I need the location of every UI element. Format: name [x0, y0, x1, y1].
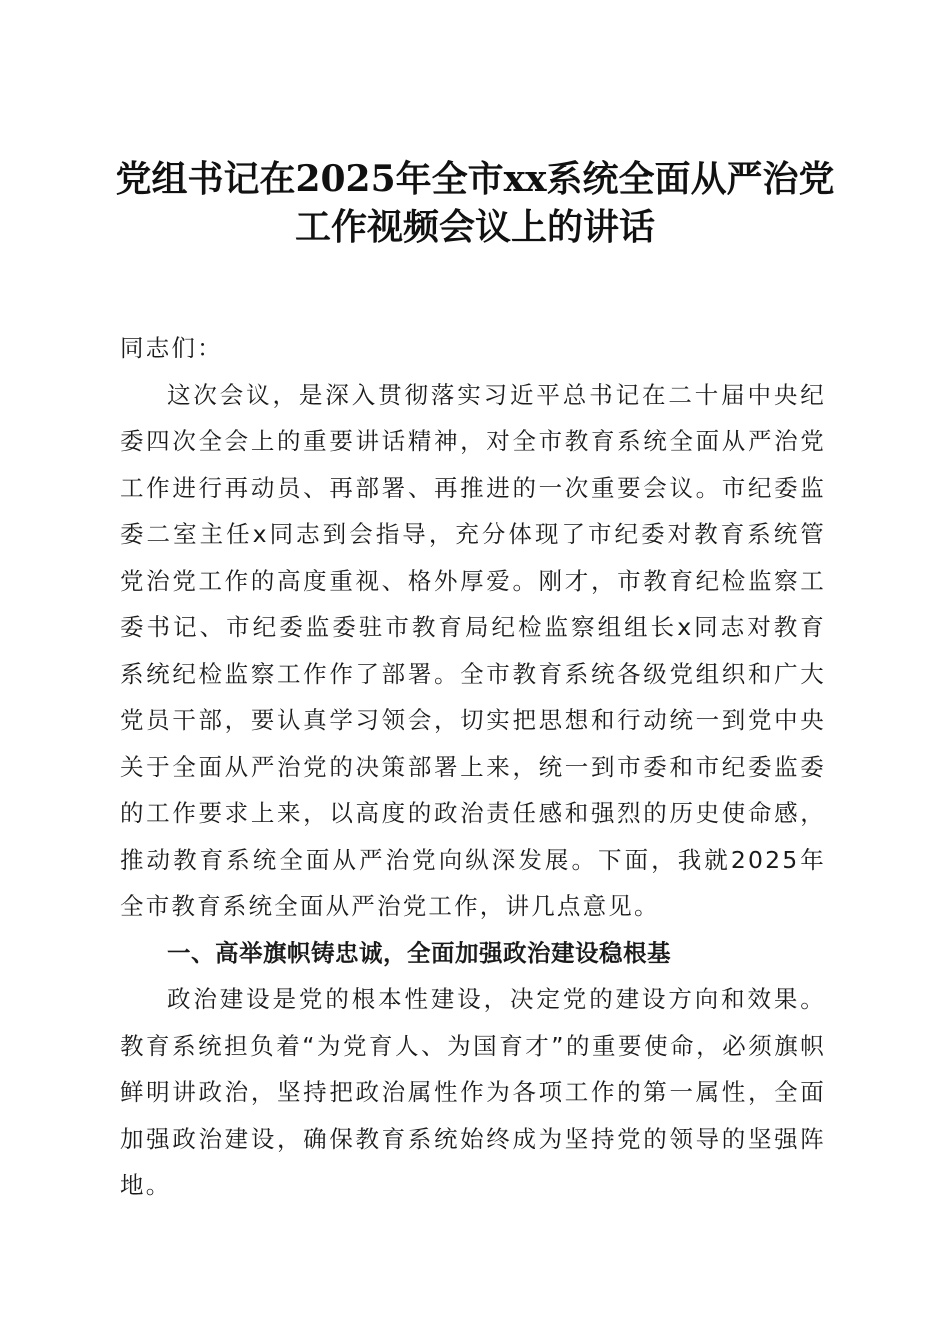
section-heading-1: 一、高举旗帜铸忠诚，全面加强政治建设稳根基: [167, 938, 671, 967]
title-line-2: 工作视频会议上的讲话: [294, 206, 655, 248]
paragraph-political-building: 政治建设是党的根本性建设，决定党的建设方向和效果。教育系统担负着“为党育人、为国育才”的重要使命，必须旗帜鲜明讲政治，坚持把政治属性作为各项工作的第一属性，全面加强政治建设，确保教育系统始终成为坚持党的领导的坚强阵地。: [120, 985, 826, 1199]
salutation: 同志们：: [120, 334, 223, 362]
document-body: [120, 325, 826, 1209]
title-line-1: 党组书记在2025年全市xx系统全面从严治党: [115, 158, 835, 200]
paragraph-opening: 这次会议，是深入贯彻落实习近平总书记在二十届中央纪委四次全会上的重要讲话精神，对全市教育系统全面从严治党工作进行再动员、再部署、再推进的一次重要会议。市纪委监委二室主任x同志到会指导，充分体现了市纪委对教育系统管党治党工作的高度重视、格外厚爱。刚才，市教育纪检监察工委书记、市纪委监委驻市教育局纪检监察组组长x同志对教育系统纪检监察工作作了部署。全市教育系统各级党组织和广大党员干部，要认真学习领会，切实把思想和行动统一到党中央关于全面从严治党的决策部署上来，统一到市委和市纪委监委的工作要求上来，以高度的政治责任感和强烈的历史使命感，推动教育系统全面从严治党向纵深发展。下面，我就2025年全市教育系统全面从严治党工作，讲几点意见。: [120, 380, 826, 920]
document-title: [110, 155, 840, 251]
